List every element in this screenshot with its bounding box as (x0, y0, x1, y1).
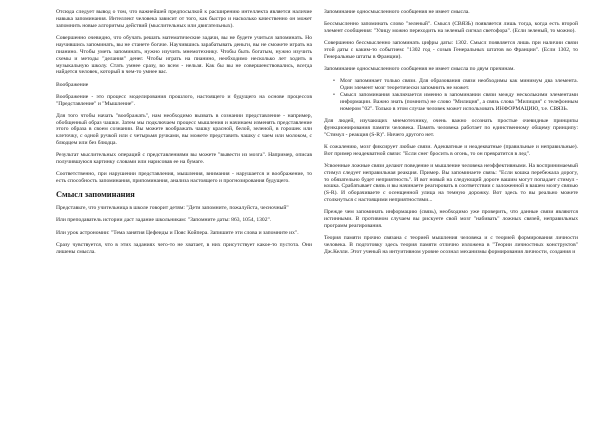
bullet-icon: • (333, 78, 335, 85)
bullet-list (324, 78, 578, 113)
list-item (334, 92, 578, 113)
left-column (56, 9, 312, 424)
paragraph: Для людей, изучающих мнемотехнику, очень важно осознать простые очевидные принципы функционирования памяти человека. Память человека работает по единственному общему принципу: "Стимул - реакция (S-R)". Ничего другого нет. (324, 117, 578, 138)
paragraph: Отсюда следует вывод о том, что важнейшей предпосылкой к расширению интеллекта является наличие навыка запоминания. Интеллект человека зависит от того, как быстро и насколько качественно он может запомнить новые алгоритмы действий (мыслительных или двигательных). (56, 9, 312, 29)
list-item-text: Мозг запоминает только связи. Для образования связи необходимы как минимум два элемента. Один элемент мозг теоретически запомнить не может. (340, 78, 578, 91)
paragraph: Совершенно очевидно, что обучать решать математические задачи, вы не будете учиться запоминать. Но научившись запоминать, вы не станете богаче. Научившись зарабатывать деньги, вы не сможете играть на пианино. Чтобы уметь запоминать, нужно изучить мнемотехнику. Чтобы быть богатым, нужно изучить схемы и методы "делания" денег. Чтобы играть на пианино, необходимо несколько лет ходить в музыкальную школу. Стать умнее сразу, во всем - нельзя. Как бы вы не совершенствовались, всегда найдется человек, который в чем-то умнее вас. (56, 34, 312, 76)
list-item (334, 78, 578, 92)
section-heading: Смысл запоминания (56, 190, 135, 200)
bullet-icon: • (333, 91, 335, 98)
paragraph: К сожалению, мозг фиксирует любые связи. Адекватные и неадекватные (правильные и неправильные). Вот пример неадекватной связи: "Если снег бросить в огонь, то он превратится в лед". (324, 143, 578, 157)
paragraph: Запоминание односмысленного сообщения не имеет смысла по двум причинам. (324, 66, 515, 72)
paragraph: Усвоенные ложные связи делают поведение и мышление человека неэффективными. На воспринимаемый стимул следует неправильная реакция. Пример. Вы запоминаете связь: "Если кошка перебежала дорогу, то обязательно будет неприятность". И вот новый на следующий дороге вашим могут попадает стимул - кошка. Срабатывает связь и вы начинаете реагировать в соответствии с заложенной в вашем мозгу связью (S-R). И оборачиваете с осенщенной улица на темную дорожку. Вот здесь то вы реально можете столкнуться с настоящими неприятностями... (324, 162, 578, 204)
paragraph-subtitle: Воображение (56, 81, 89, 88)
paragraph: Прежде чем запоминать информацию (связь), необходимо уже проверить, что данные связи являются истинными. В противном случаем вы рискуете свой мозг "набивать" ложных связей, неправильных программ реагирования. (324, 209, 578, 230)
paragraph: Или урок астрономии: "Тема занятия Цефеиды и Пояс Койпера. Запишите эти слова и запомните их". (56, 229, 299, 236)
paragraph: Совершенно бессмысленно запоминать цифры даты: 1302. Смысл появляется лишь при наличии связи этой даты с каким-то событием: "1302 год - созыв Генеральных штатов во Франции". (Если 1302, то Генеральные штаты в Франции). (324, 40, 578, 60)
paragraph: Запоминание односмысленного сообщения не имеет смысла. (324, 9, 470, 15)
right-column (324, 9, 578, 424)
paragraph: Воображение - это процесс моделирования прошлого, настоящего и будущего на основе процессов "Представление" и "Мышление". (56, 93, 312, 107)
paragraph: Теория памяти прочно связана с теорией мышления человека и с теорией формирования личности человека. В подготовку здесь теория памяти отлично изложена в "Теории личностных конструктов" Дж.Келли. Этот ученый на интуитивном уровне осознал механизмы формирования личности, создания и (324, 235, 578, 256)
paragraph: Или преподаватель истории даст задание школьникам: "Запомните даты: 863, 1054, 1302". (56, 217, 272, 224)
paragraph: Для того чтобы начать "воображать", нам необходимо вызвать в сознании представление - например, обобщенный образ чашки. Затем мы подключаем процесс мышления и начинаем изменять представление этого образа в своем сознании. Вы можете воображать чашку красной, белой, зеленой, в горошек или клеточку, с одной ручкой или с четырьмя ручками, вы можете представить чашку с чаем или молоком, с блюдцем или без блюдца. (56, 112, 312, 147)
paragraph: Бессмысленно запоминать слово "зеленый". Смысл (СВЯЗЬ) появляется лишь тогда, когда есть второй элемент сообщения: "Улицу можно переходить на зеленый сигнал светофора". (Если зеленый, то можно). (324, 21, 578, 34)
paragraph: Результат мыслительных операций с представлениями вы можете "вывести из мозга". Например, описав получившуюся картинку словами или нарисовав ее на бумаге. (56, 152, 312, 166)
paragraph: Сразу чувствуется, что в этих заданиях чего-то не хватает, в них присутствует какое-то пустота. Они лишены смысла. (56, 241, 312, 255)
list-item-text: Смысл запоминания заключается именно в запоминании связи между несколькими элементами информации. Важно знать (помнить) не слово "Милиция", а связь слова "Милиция" с телефонным номером "02". Только в этом случае человек может использовать ИНФОРМАЦИЮ, т.е. СВЯЗЬ. (340, 91, 578, 112)
paragraph: Представьте, что учительница в школе говорит детям: "Дети запомните, пожалуйста, чесночный" (56, 205, 289, 212)
paragraph: Соответственно, при нарушении представления, мышления, внимания - нарушается и воображение, то есть способность запоминания, припоминания, анализа настоящего и прогнозирования будущего. (56, 171, 312, 185)
